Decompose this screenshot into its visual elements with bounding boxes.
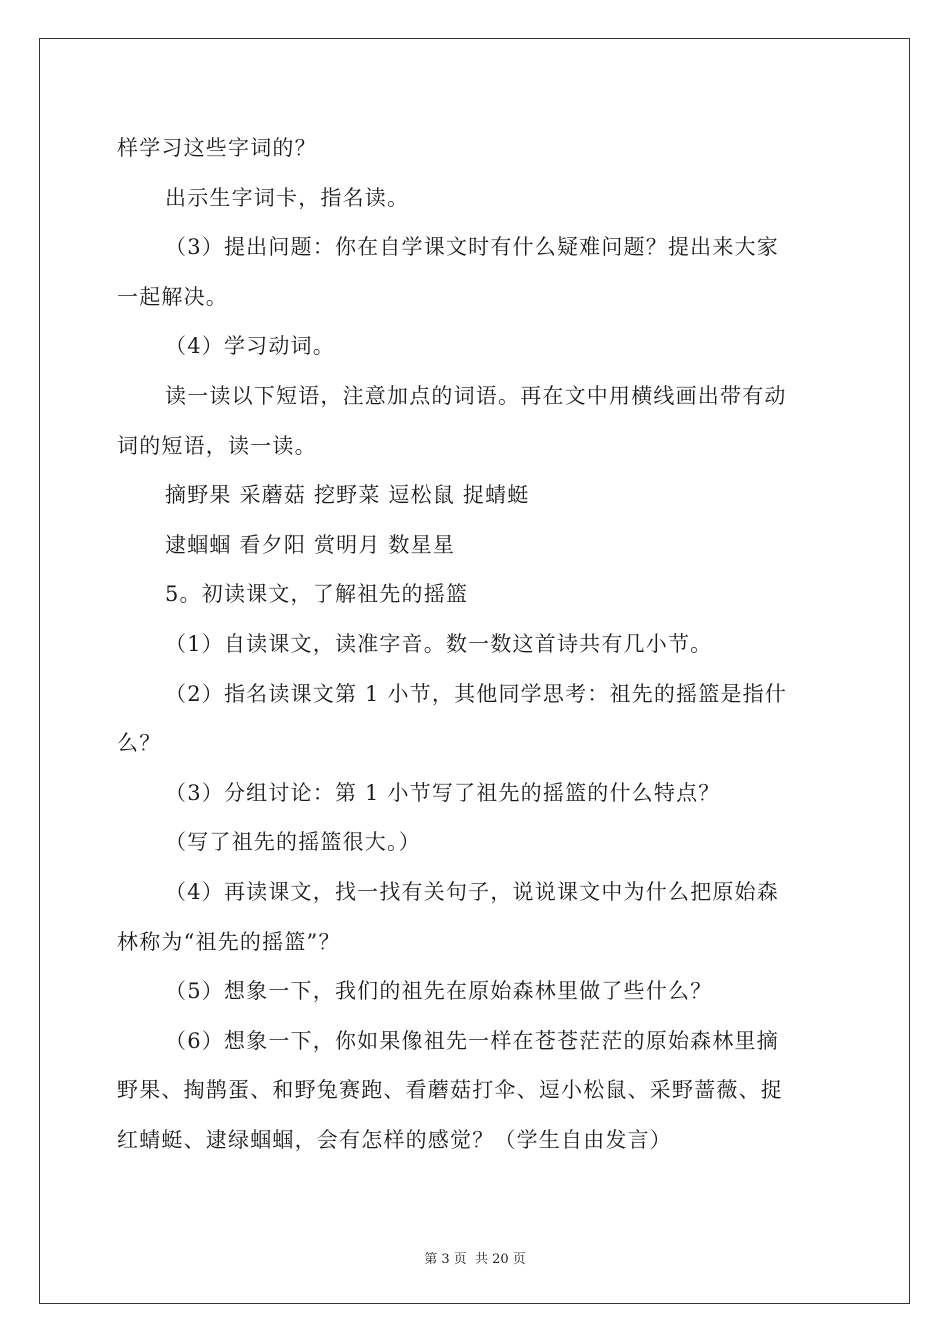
text-line: 词的短语，读一读。 [117, 433, 317, 458]
text-line: （写了祖先的摇篮很大。） [165, 830, 421, 855]
text-line: （3）提出问题：你在自学课文时有什么疑难问题？提出来大家 [165, 235, 779, 260]
text-line: （5）想象一下，我们的祖先在原始森林里做了些什么？ [165, 979, 713, 1004]
text-line: 林称为“祖先的摇篮”？ [117, 929, 341, 954]
text-line: （3）分组讨论：第 1 小节写了祖先的摇篮的什么特点？ [165, 780, 721, 805]
page-total: 共 20 页 [474, 1252, 526, 1267]
text-line: 摘野果 采蘑菇 挖野菜 逗松鼠 捉蜻蜓 [165, 483, 530, 508]
text-line: 一起解决。 [117, 284, 228, 309]
text-line: （2）指名读课文第 1 小节，其他同学思考：祖先的摇篮是指什 [165, 681, 788, 706]
text-line: 么？ [117, 731, 162, 756]
text-line: 出示生字词卡，指名读。 [165, 185, 410, 210]
text-line: 读一读以下短语，注意加点的词语。再在文中用横线画出带有动 [165, 383, 787, 408]
text-line: （6）想象一下，你如果像祖先一样在苍苍茫茫的原始森林里摘 [165, 1028, 779, 1053]
page-number: 第 3 页 [424, 1252, 467, 1267]
page-footer [0, 1248, 950, 1267]
text-line: （4）再读课文，找一找有关句子，说说课文中为什么把原始森 [165, 879, 779, 904]
text-line: 野果、掏鹊蛋、和野兔赛跑、看蘑菇打伞、逗小松鼠、采野蔷薇、捉 [117, 1078, 783, 1103]
text-line: （4）学习动词。 [165, 334, 335, 359]
text-line: （1）自读课文，读准字音。数一数这首诗共有几小节。 [165, 631, 713, 656]
text-line: 5。初读课文，了解祖先的摇篮 [165, 582, 469, 607]
text-line: 红蜻蜓、逮绿蝈蝈，会有怎样的感觉？（学生自由发言） [117, 1127, 672, 1152]
text-line: 样学习这些字词的？ [117, 136, 317, 160]
text-line: 逮蝈蝈 看夕阳 赏明月 数星星 [165, 532, 456, 557]
document-body [117, 124, 833, 1165]
